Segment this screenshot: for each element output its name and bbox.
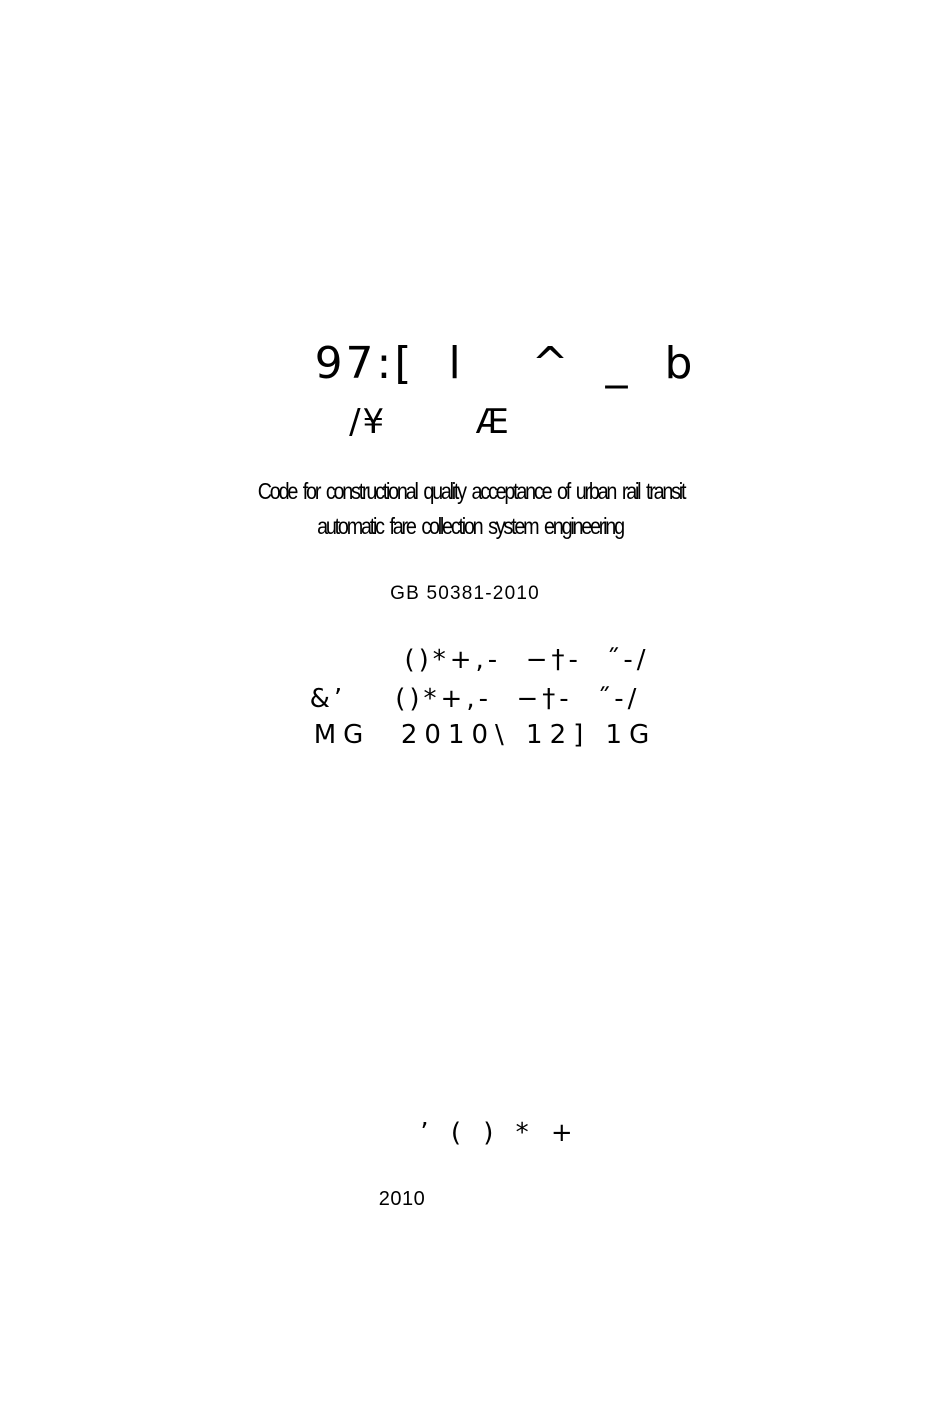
chinese-title-line-2: /¥ Æ — [349, 402, 511, 442]
implementation-date: MG 2010\ 12] 1G — [313, 720, 657, 750]
standard-code: GB 50381-2010 — [390, 583, 540, 604]
english-title-line-2: automatic fare collection system engineering — [317, 513, 623, 539]
publisher-name: ’ ( ) * + — [420, 1118, 580, 1148]
english-title-line-1: Code for constructional quality acceptance of urban rail transit — [257, 478, 685, 504]
publication-year: 2010 — [378, 1188, 426, 1210]
issuing-department-line-2: &’ ()*+,- −†- ˝-/ — [309, 684, 641, 714]
issuing-department-line-1: ()*+,- −†- ˝-/ — [404, 645, 650, 675]
chinese-title-line-1: 97:[ l ^ _ b — [314, 338, 696, 389]
